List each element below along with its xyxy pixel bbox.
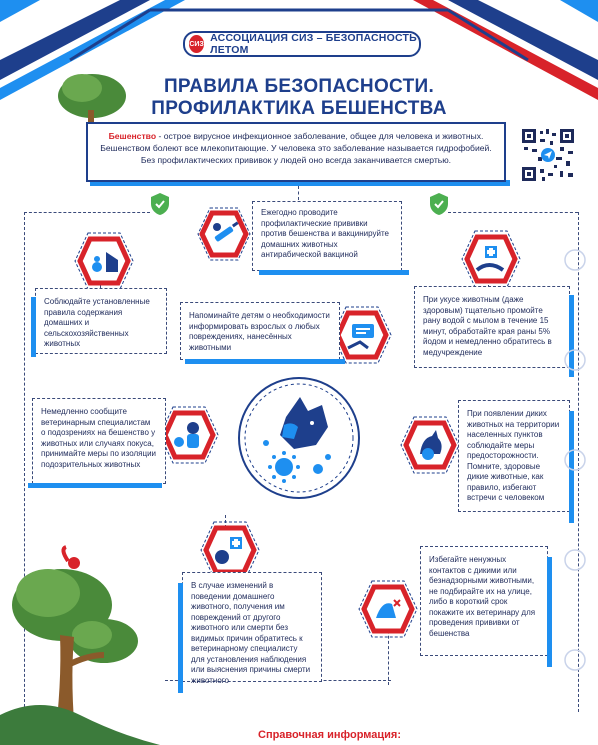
card-children: [180, 302, 340, 360]
watermark-seals: [560, 240, 590, 680]
page-title-line2: ПРОФИЛАКТИКА БЕШЕНСТВА: [151, 98, 447, 119]
card-shadow: [31, 297, 36, 357]
card-wild-text: При появлении диких животных на территории населенных пунктов соблюдайте меры предосторожности. Помните, здоровые дикие животные, как правило, избегают встречи с человеком: [467, 409, 560, 502]
pets-house-icon: [72, 230, 136, 292]
connector: [448, 212, 578, 213]
card-shadow: [259, 270, 409, 275]
intro-line1: - острое вирусное инфекционное заболевание, общее для человека и животных.: [156, 131, 484, 141]
connector: [298, 186, 299, 200]
card-shadow: [185, 359, 345, 364]
card-shadow: [28, 483, 162, 488]
handwash-first-aid-icon: [459, 228, 523, 290]
card-bite: [414, 286, 570, 368]
organization-name: АССОЦИАЦИЯ СИЗ – БЕЗОПАСНОСТЬ ЛЕТОМ: [210, 32, 417, 56]
organization-logo: СИЗ: [189, 35, 204, 53]
card-avoid: [420, 546, 548, 656]
organization-badge: [183, 31, 421, 57]
intro-box: [86, 122, 506, 182]
intro-line3: Без профилактических прививок у людей оно всегда заканчивается смертью.: [140, 155, 452, 165]
card-report: [32, 398, 166, 484]
rabies-virus-illustration: [236, 375, 362, 501]
page-title-line1: ПРАВИЛА БЕЗОПАСНОСТИ.: [163, 76, 435, 97]
card-rules: [35, 288, 167, 354]
syringe-vaccine-icon: [196, 205, 252, 263]
intro-term: Бешенство: [108, 131, 157, 141]
card-children-text: Напоминайте детям о необходимости информировать взрослых о любых повреждениях, нанесённых животными: [189, 311, 330, 352]
card-rules-text: Соблюдайте установленные правила содержания домашних и сельскохозяйственных животных: [44, 297, 150, 348]
qr-code[interactable]: [520, 127, 576, 183]
card-shadow: [178, 583, 183, 693]
card-wild: [458, 400, 570, 512]
connector: [24, 212, 150, 213]
card-vaccinate-text: Ежегодно проводите профилактические прививки против бешенства и вакцинируйте домашних животных антирабической вакциной: [261, 208, 389, 259]
card-behavior: [182, 572, 322, 685]
shield-icon-left: [150, 192, 170, 216]
card-vaccinate: [252, 201, 402, 271]
card-behavior-text: В случае изменений в поведении домашнего животного, получения им повреждений от другого животного или смерти без видимых причин обратитесь к ветеринарному специалисту для установления наблюдения или выяснения причины смерти животного: [191, 581, 311, 685]
wild-fox-icon: [398, 414, 462, 476]
card-report-text: Немедленно сообщите ветеринарным специалистам о подозрениях на бешенство у животных или случаях покуса, принимайте меры по изоляции подозрительных животных: [41, 407, 157, 469]
vet-doctor-icon: [157, 404, 221, 466]
reference-heading: Справочная информация:: [258, 729, 402, 741]
avoid-stray-animal-icon: [356, 578, 420, 640]
card-avoid-text: Избегайте ненужных контактов с дикими или безнадзорными животными, не подбирайте их на улице, либо в короткий срок покажите их ветеринару для проведения прививки от бешенства: [429, 555, 536, 638]
tree-bottom-left: [0, 545, 160, 745]
shield-icon-right: [429, 192, 449, 216]
card-bite-text: При укусе животным (даже здоровым) тщательно промойте рану водой с мылом в течение 15 минут, обработайте края раны 5% йодом и немедленно обратитесь в медучреждение: [423, 295, 552, 357]
intro-line2: Бешенством болеют все млекопитающие. У человека это заболевание называется гидрофобией.: [100, 143, 492, 153]
card-shadow: [547, 557, 552, 667]
